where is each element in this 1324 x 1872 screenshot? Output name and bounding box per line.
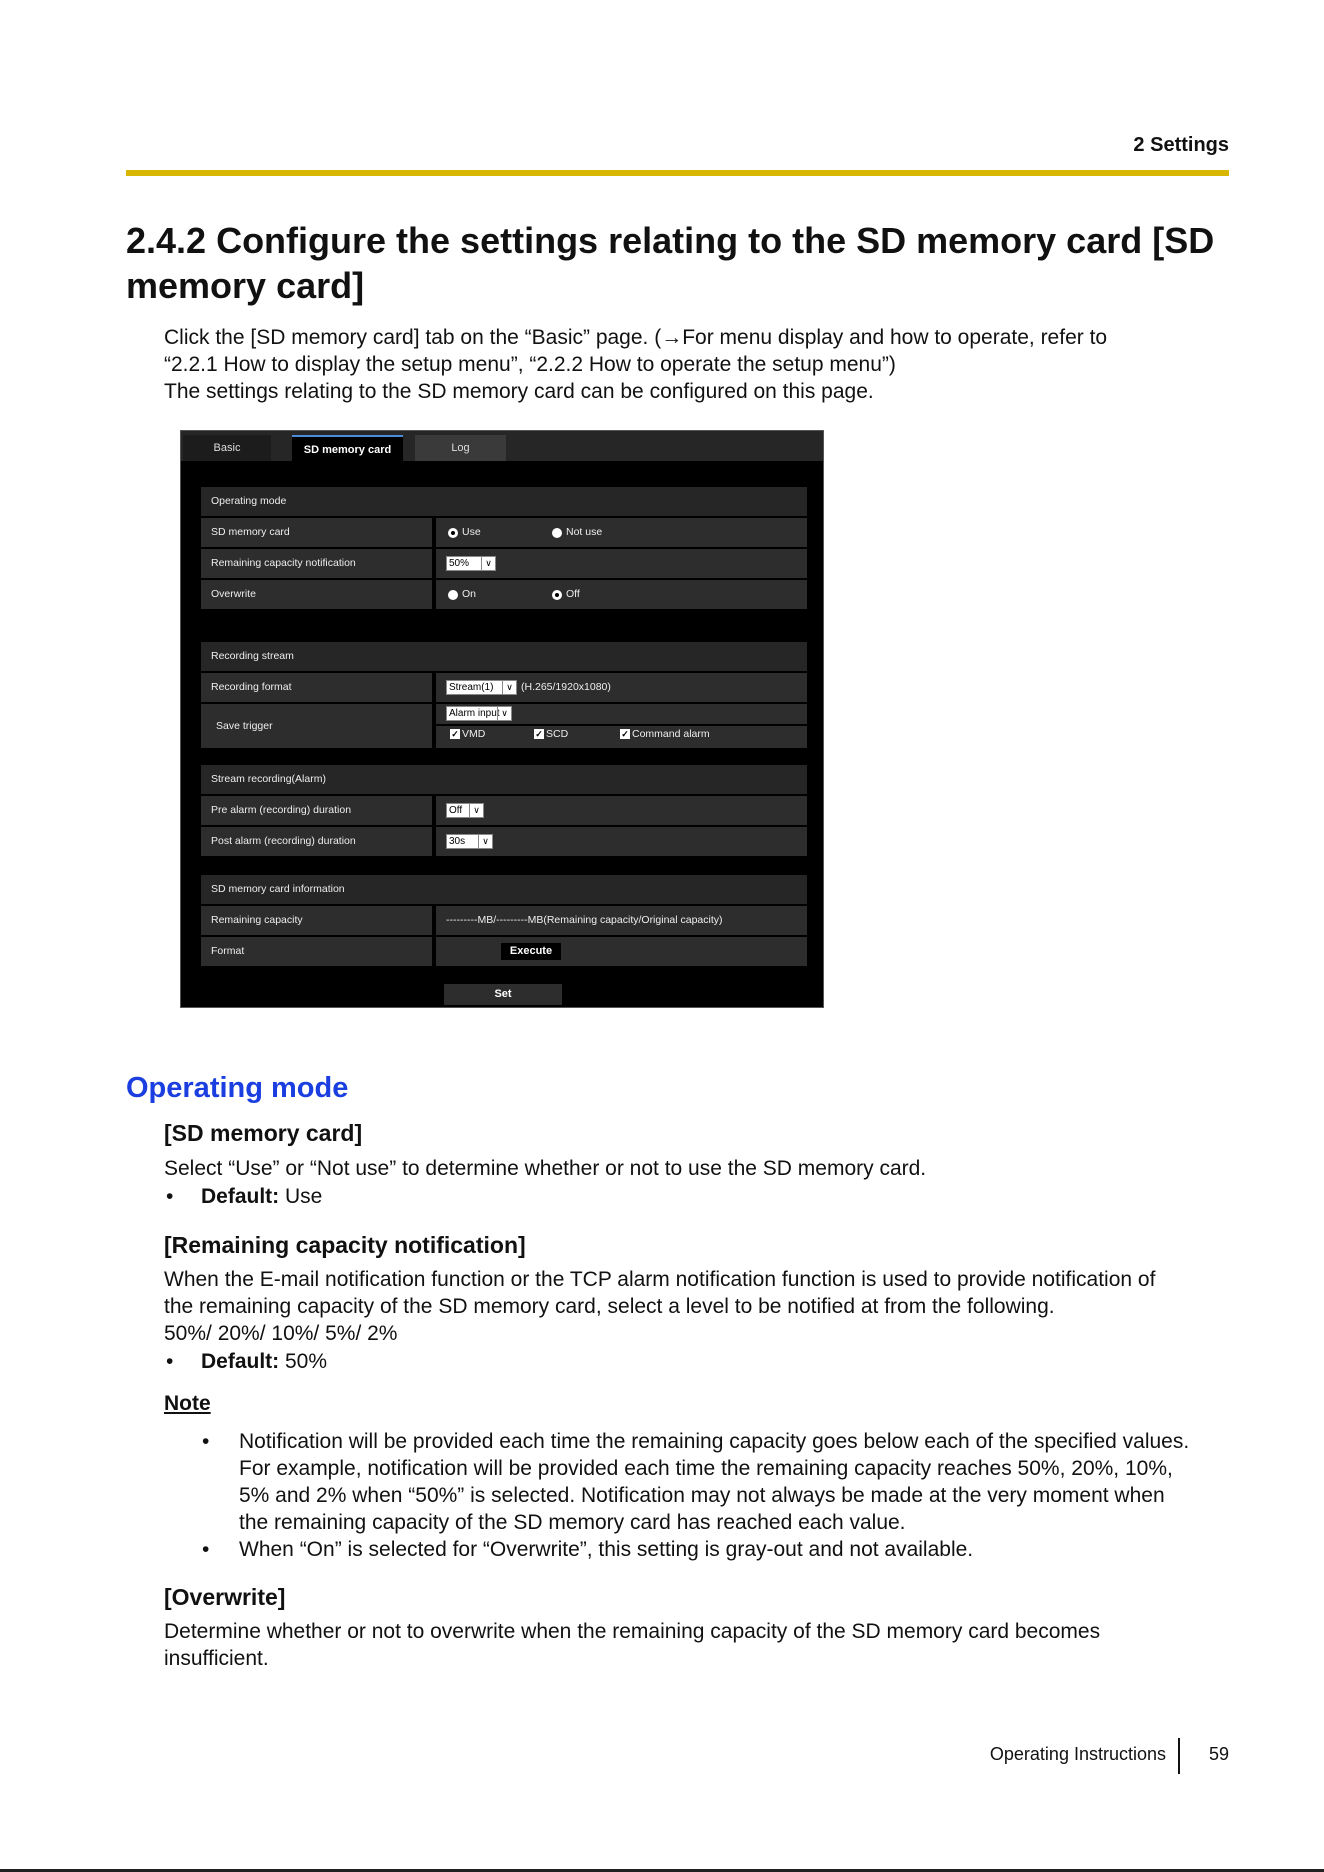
intro-line: Click the [SD memory card] tab on the “Basic” page. (→For menu display and how to operate, refer to bbox=[164, 326, 1108, 349]
tab-log[interactable]: Log bbox=[415, 435, 506, 461]
bullet-icon: • bbox=[202, 1430, 210, 1453]
command-alarm-checkbox[interactable]: ✓ bbox=[621, 729, 629, 739]
set-button[interactable]: Set bbox=[444, 984, 562, 1005]
overwrite-label: Overwrite bbox=[201, 580, 432, 609]
format-value bbox=[436, 937, 807, 966]
recording-format-info: (H.265/1920x1080) bbox=[521, 681, 611, 693]
operating-mode-heading: Operating mode bbox=[126, 1072, 349, 1104]
remaining-capacity-info-label: Remaining capacity bbox=[201, 906, 432, 935]
overwrite-row bbox=[201, 580, 807, 609]
execute-button[interactable]: Execute bbox=[501, 943, 561, 960]
default-label: Default: bbox=[201, 1350, 280, 1373]
remaining-capacity-select[interactable] bbox=[446, 556, 496, 571]
post-alarm-value bbox=[436, 827, 807, 856]
save-trigger-select[interactable] bbox=[446, 706, 512, 721]
chapter-header: 2 Settings bbox=[1133, 134, 1229, 156]
save-trigger-label: Save trigger bbox=[201, 704, 432, 748]
default-text bbox=[201, 1183, 322, 1210]
bullet-icon: • bbox=[202, 1538, 210, 1561]
note-title: Note bbox=[164, 1392, 211, 1415]
pre-alarm-label: Pre alarm (recording) duration bbox=[201, 796, 432, 825]
text-line: When the E-mail notification function or the TCP alarm notification function is used to provide notification of bbox=[164, 1268, 1156, 1291]
post-alarm-selected: 30s bbox=[449, 836, 466, 847]
text-line: Notification will be provided each time the remaining capacity goes below each of the specified values. bbox=[239, 1430, 1190, 1453]
remaining-capacity-info-row bbox=[201, 906, 807, 935]
pre-alarm-value bbox=[436, 796, 807, 825]
default-text bbox=[201, 1348, 327, 1375]
recording-format-row bbox=[201, 673, 807, 702]
vmd-label: VMD bbox=[462, 728, 486, 740]
pre-alarm-selected: Off bbox=[449, 805, 463, 816]
default-value: 50% bbox=[279, 1350, 328, 1373]
recording-format-label: Recording format bbox=[201, 673, 432, 702]
overwrite-off-label: Off bbox=[566, 588, 580, 600]
remaining-capacity-row bbox=[201, 549, 807, 578]
text-line: the remaining capacity of the SD memory card, select a level to be notified at from the following. bbox=[164, 1295, 1055, 1318]
chevron-down-icon: ∨ bbox=[502, 681, 516, 694]
chevron-down-icon: ∨ bbox=[469, 804, 483, 817]
note-bullet-text: When “On” is selected for “Overwrite”, this setting is gray-out and not available. bbox=[239, 1538, 974, 1561]
stream-recording-heading: Stream recording(Alarm) bbox=[201, 765, 807, 794]
chevron-down-icon: ∨ bbox=[481, 557, 495, 570]
text-line: 50%/ 20%/ 10%/ 5%/ 2% bbox=[164, 1322, 398, 1345]
bullet-icon: • bbox=[166, 1185, 174, 1208]
scd-label: SCD bbox=[546, 728, 569, 740]
sd-memory-card-label: SD memory card bbox=[201, 518, 432, 547]
page-number: 59 bbox=[1209, 1744, 1230, 1764]
note-bullet-text bbox=[239, 1428, 1239, 1536]
text-line: Determine whether or not to overwrite when the remaining capacity of the SD memory card becomes bbox=[164, 1620, 1101, 1643]
format-row bbox=[201, 937, 807, 966]
sd-memory-card-value bbox=[436, 518, 807, 547]
overwrite-value bbox=[436, 580, 807, 609]
not-use-radio[interactable] bbox=[552, 528, 562, 538]
tab-sd-memory-card[interactable]: SD memory card bbox=[292, 435, 403, 461]
header-rule bbox=[126, 170, 1229, 176]
sd-info-heading: SD memory card information bbox=[201, 875, 807, 904]
post-alarm-label: Post alarm (recording) duration bbox=[201, 827, 432, 856]
recording-format-value bbox=[436, 673, 807, 702]
sd-memory-card-text: Select “Use” or “Not use” to determine whether or not to use the SD memory card. bbox=[164, 1157, 927, 1180]
remaining-capacity-label: Remaining capacity notification bbox=[201, 549, 432, 578]
remaining-capacity-info-value: ---------MB/---------MB(Remaining capacity/Original capacity) bbox=[436, 906, 807, 935]
recording-format-select[interactable] bbox=[446, 680, 517, 695]
footer-document-name: Operating Instructions bbox=[989, 1744, 1166, 1764]
remaining-capacity-value bbox=[436, 549, 807, 578]
overwrite-title: [Overwrite] bbox=[164, 1584, 286, 1610]
bullet-icon: • bbox=[166, 1350, 174, 1373]
overwrite-on-radio[interactable] bbox=[448, 590, 458, 600]
text-line: the remaining capacity of the SD memory card has reached each value. bbox=[239, 1511, 906, 1534]
settings-screenshot bbox=[180, 430, 824, 1008]
tab-basic[interactable]: Basic bbox=[183, 435, 271, 461]
save-trigger-checks bbox=[436, 726, 807, 748]
post-alarm-select[interactable] bbox=[446, 834, 493, 849]
footer-divider bbox=[1178, 1738, 1180, 1774]
recording-stream-heading: Recording stream bbox=[201, 642, 807, 671]
command-alarm-label: Command alarm bbox=[632, 728, 710, 740]
save-trigger-row bbox=[201, 704, 807, 748]
not-use-label: Not use bbox=[566, 526, 603, 538]
text-line: insufficient. bbox=[164, 1647, 269, 1670]
sd-memory-card-title: [SD memory card] bbox=[164, 1120, 363, 1146]
vmd-checkbox[interactable]: ✓ bbox=[451, 729, 459, 739]
chevron-down-icon: ∨ bbox=[478, 835, 492, 848]
tab-bar bbox=[181, 431, 823, 461]
intro-text bbox=[164, 324, 1234, 405]
save-trigger-select-cell bbox=[436, 704, 807, 724]
default-value: Use bbox=[279, 1185, 323, 1208]
use-label: Use bbox=[462, 526, 481, 538]
text-line: 5% and 2% when “50%” is selected. Notification may not always be made at the very moment when bbox=[239, 1484, 1165, 1507]
chevron-down-icon: ∨ bbox=[497, 707, 511, 720]
recording-format-selected: Stream(1) bbox=[449, 682, 494, 693]
intro-line: “2.2.1 How to display the setup menu”, “2.2.2 How to operate the setup menu”) bbox=[164, 353, 896, 376]
sd-memory-card-row bbox=[201, 518, 807, 547]
format-label: Format bbox=[201, 937, 432, 966]
section-title: 2.4.2 Configure the settings relating to the SD memory card [SD memory card] bbox=[126, 220, 1215, 306]
scd-checkbox[interactable]: ✓ bbox=[535, 729, 543, 739]
overwrite-on-label: On bbox=[462, 588, 477, 600]
intro-line: The settings relating to the SD memory card can be configured on this page. bbox=[164, 380, 874, 403]
pre-alarm-row bbox=[201, 796, 807, 825]
overwrite-text bbox=[164, 1618, 1234, 1672]
overwrite-off-radio[interactable] bbox=[552, 590, 562, 600]
text-line: For example, notification will be provided each time the remaining capacity reaches 50%, 20%, 10%, bbox=[239, 1457, 1173, 1480]
use-radio[interactable] bbox=[448, 528, 458, 538]
remaining-capacity-selected: 50% bbox=[449, 558, 470, 569]
default-label: Default: bbox=[201, 1185, 280, 1208]
post-alarm-row bbox=[201, 827, 807, 856]
operating-mode-heading: Operating mode bbox=[201, 487, 807, 516]
remaining-capacity-text bbox=[164, 1266, 1234, 1347]
pre-alarm-select[interactable] bbox=[446, 803, 484, 818]
remaining-capacity-title: [Remaining capacity notification] bbox=[164, 1232, 526, 1258]
save-trigger-selected: Alarm input bbox=[449, 708, 500, 719]
